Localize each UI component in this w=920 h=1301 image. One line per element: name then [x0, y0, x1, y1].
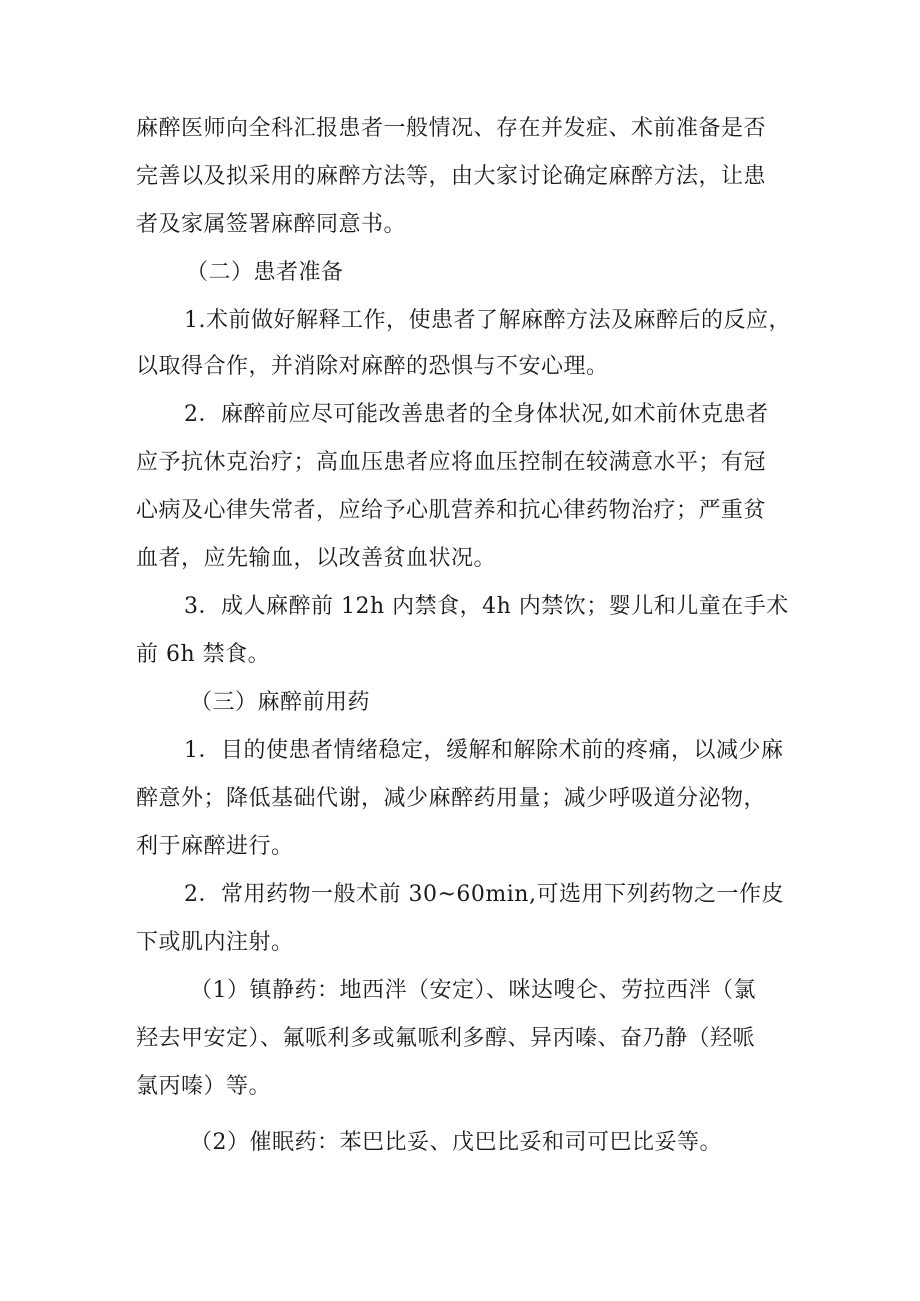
text-line: 3．成人麻醉前 12h 内禁食，4h 内禁饮；婴儿和儿童在手术 — [184, 594, 789, 619]
text-line: 2．麻醉前应尽可能改善患者的全身体状况,如术前休克患者 — [184, 402, 769, 427]
text-line: 前 6h 禁食。 — [136, 642, 271, 667]
section-heading: （三）麻醉前用药 — [190, 690, 371, 715]
text-line: 血者，应先输血，以改善贫血状况。 — [136, 546, 497, 571]
text-line: 完善以及拟采用的麻醉方法等，由大家讨论确定麻醉方法，让患 — [136, 164, 767, 189]
text-line: 1．目的使患者情绪稳定，缓解和解除术前的疼痛，以减少麻 — [184, 738, 784, 763]
text-line: 应予抗休克治疗；高血压患者应将血压控制在较满意水平；有冠 — [136, 450, 767, 475]
text-line: 者及家属签署麻醉同意书。 — [136, 212, 407, 237]
text-line: 以取得合作，并消除对麻醉的恐惧与不安心理。 — [136, 354, 609, 379]
text-line: 心病及心律失常者，应给予心肌营养和抗心律药物治疗；严重贫 — [136, 498, 767, 523]
text-line: 麻醉医师向全科汇报患者一般情况、存在并发症、术前准备是否 — [136, 116, 767, 141]
text-line: 下或肌内注射。 — [136, 930, 294, 955]
text-line: 2．常用药物一般术前 30~60min,可选用下列药物之一作皮 — [184, 882, 784, 907]
text-line: 1.术前做好解释工作，使患者了解麻醉方法及麻醉后的反应， — [184, 308, 791, 333]
text-line: 羟去甲安定）、氟哌利多或氟哌利多醇、异丙嗪、奋乃静（羟哌 — [136, 1026, 756, 1051]
text-line: 醉意外；降低基础代谢，减少麻醉药用量；减少呼吸道分泌物， — [136, 786, 767, 811]
text-line: （2）催眠药：苯巴比妥、戊巴比妥和司可巴比妥等。 — [190, 1130, 722, 1155]
section-heading: （二）患者准备 — [186, 260, 344, 285]
text-line: 利于麻醉进行。 — [136, 834, 294, 859]
text-line: 氯丙嗪）等。 — [136, 1074, 272, 1099]
text-line: （1）镇静药：地西泮（安定）、咪达嗖仑、劳拉西泮（氯 — [190, 978, 756, 1003]
